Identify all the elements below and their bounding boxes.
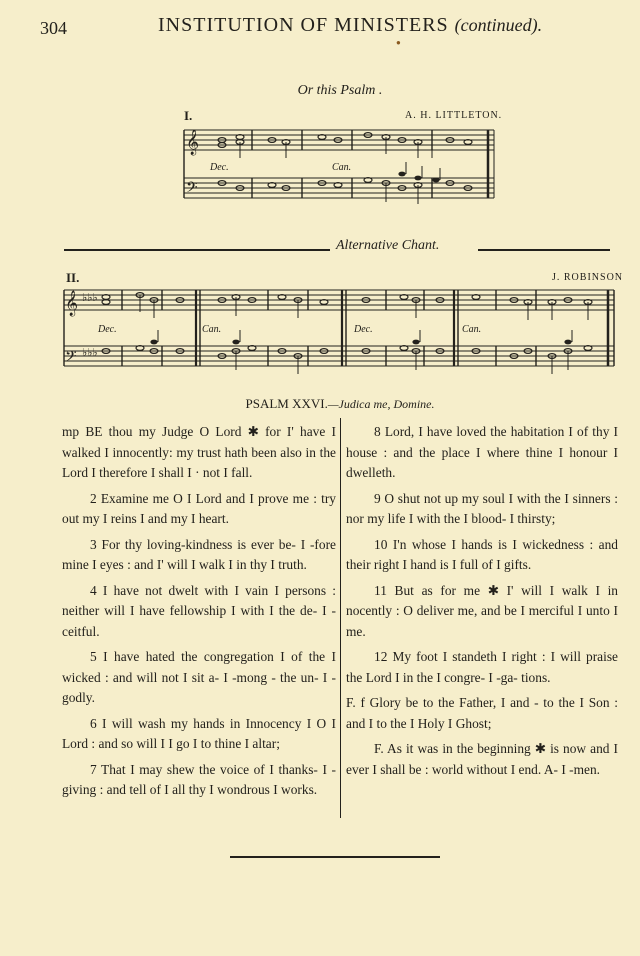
verse: 11 But as for me ✱ I' will I walk I in nocently : O deliver me, and be I merciful I unto I me. (346, 582, 618, 639)
gloria: F. f Glory be to the Father, I and - to the I Son : and I to the I Holy I Ghost; (346, 695, 618, 731)
header-continued: (continued). (454, 15, 543, 35)
chant2-number: II. (66, 270, 80, 285)
page-header (158, 14, 542, 37)
chant2-score (62, 284, 616, 384)
chant1-score (182, 122, 498, 210)
chant2-dec-label: Dec. (98, 324, 117, 335)
chant1-can-label: Can. (332, 162, 352, 173)
gloria: F. As it was in the beginning ✱ is now and I ever I shall be : world without I end. A- I -men. (346, 741, 618, 777)
psalm-left-column (62, 422, 336, 806)
ornament-dot-icon: ● (396, 38, 401, 47)
psalm-number: PSALM XXVI. (245, 396, 328, 411)
psalm-right-column (346, 422, 618, 785)
verse: 12 My foot I standeth I right : I will praise the Lord I in the I congre- I -ga- tions. (346, 649, 618, 685)
verse: 6 I will wash my hands in Innocency I O I Lord : and so will I I go I to thine I altar; (62, 715, 336, 751)
verse: 3 For thy loving-kindness is ever be- I -fore mine I eyes : and I' will I walk I in thy I truth. (62, 536, 336, 572)
verse: mp BE thou my Judge O Lord ✱ for I' have I walked I innocently: my trust hath been also in the Lord I therefore I shall I · not I fall. (62, 424, 336, 480)
verse: 7 That I may shew the voice of I thanks- I -giving : and tell of I all thy I wondrous I works. (62, 761, 336, 797)
psalm-title (0, 396, 640, 412)
verse: 9 O shut not up my soul I with the I sinners : nor my life I with the I blood- I thirsty; (346, 490, 618, 526)
chant2-composer: J. ROBINSON (552, 272, 624, 283)
svg-text:𝄞: 𝄞 (186, 129, 200, 154)
psalm-subtitle: —Judica me, Domine. (327, 397, 435, 411)
page-number: 304 (40, 18, 67, 38)
end-rule (230, 856, 440, 858)
svg-text:♭♭♭: ♭♭♭ (82, 292, 98, 304)
svg-text:♭♭♭: ♭♭♭ (82, 347, 98, 359)
chant2-dec-label-2: Dec. (354, 324, 373, 335)
svg-text:𝄢: 𝄢 (65, 348, 77, 368)
alternative-chant-heading (64, 238, 610, 254)
header-title: INSTITUTION OF MINISTERS (158, 14, 449, 36)
verse: 4 I have not dwelt with I vain I persons : neither will I have fellowship I with I the de- I -ceitful. (62, 582, 336, 639)
alternative-chant-title: Alternative Chant. (336, 238, 440, 253)
verse: 8 Lord, I have loved the habitation I of thy I house : and the place I where thine I honour I dwelleth. (346, 424, 618, 480)
chant2-can-label: Can. (202, 324, 222, 335)
chant1-dec-label: Dec. (210, 162, 229, 173)
chant2-can-label-2: Can. (462, 324, 482, 335)
verse: 10 I'n whose I hands is I wickedness : and their right I hand is I full of I gifts. (346, 536, 618, 572)
verse: 2 Examine me O I Lord and I prove me : try out my I reins I and my I heart. (62, 490, 336, 526)
chant1-composer: A. H. LITTLETON. (405, 110, 503, 121)
svg-text:𝄞: 𝄞 (65, 290, 79, 315)
svg-text:𝄢: 𝄢 (186, 179, 198, 199)
chant1-intro: Or this Psalm . (297, 83, 383, 98)
column-divider (340, 418, 341, 818)
verse: 5 I have hated the congregation I of the I wicked : and will not I sit a- I -mong - the un- I -godly. (62, 649, 336, 705)
chant1-number: I. (184, 108, 193, 123)
